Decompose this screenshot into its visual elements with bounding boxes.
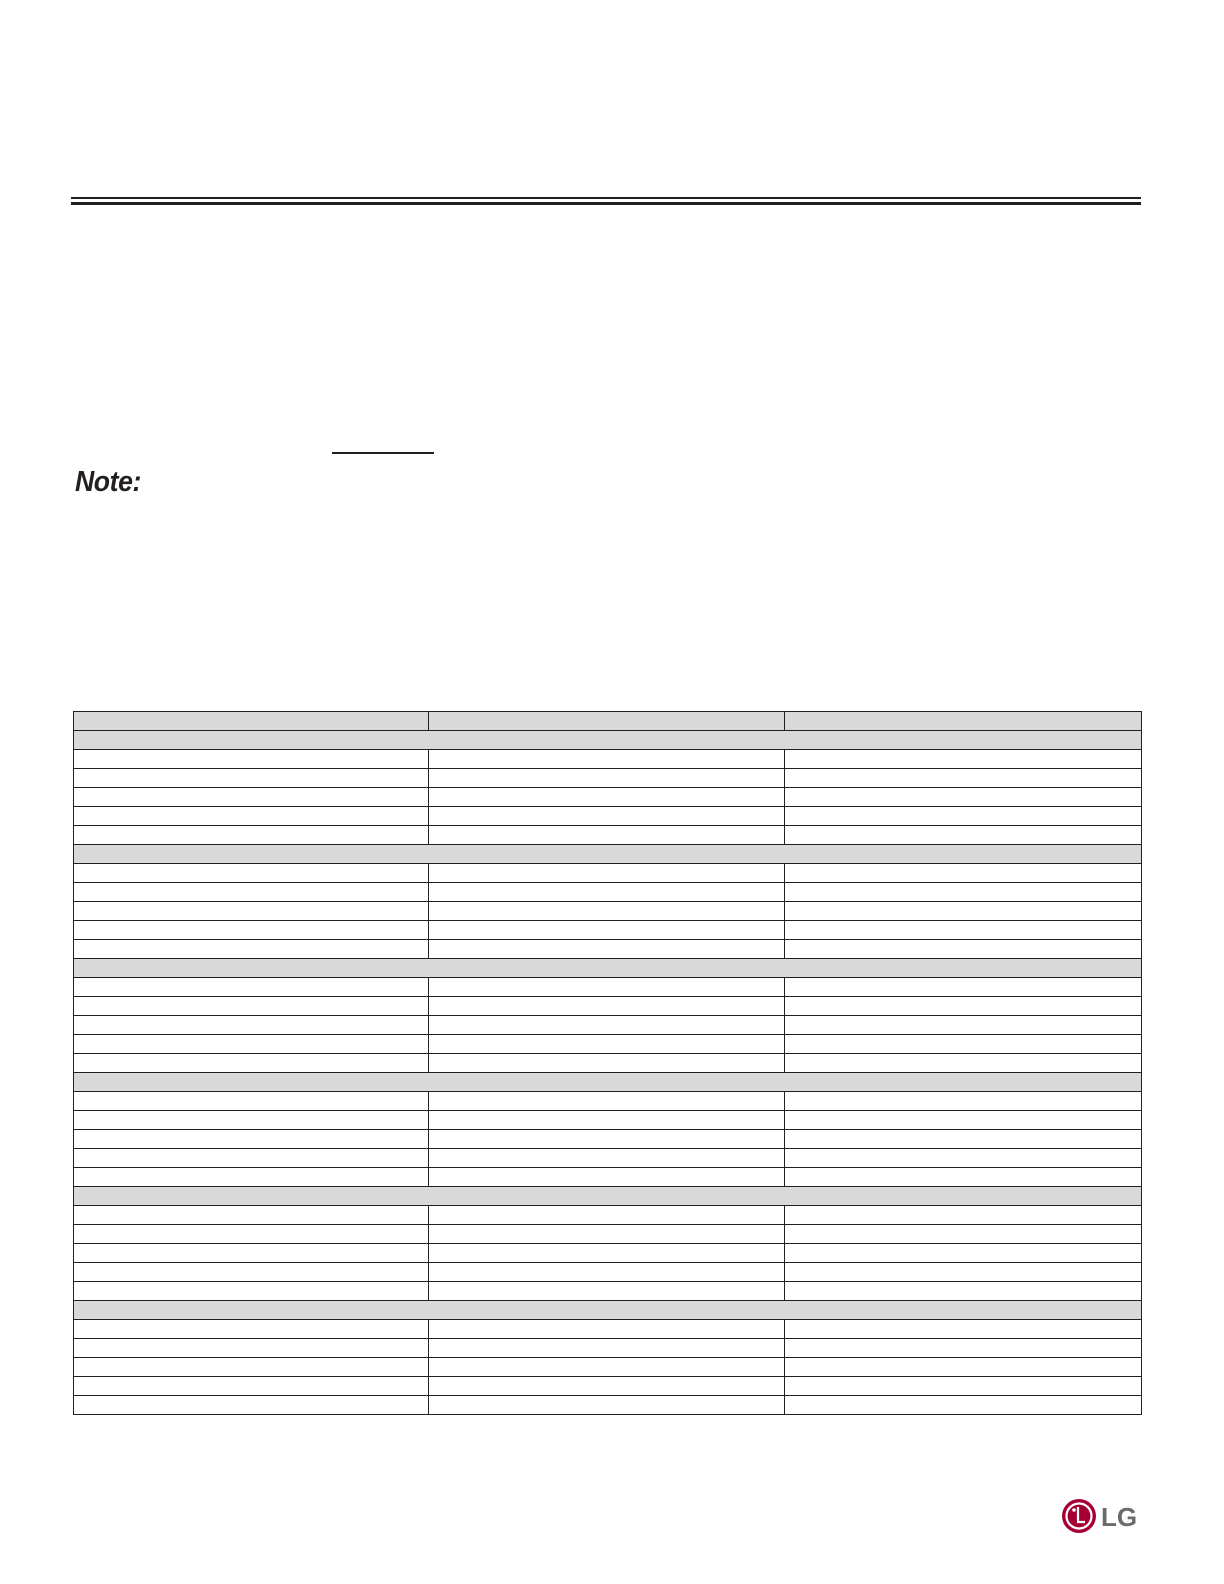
table-cell: [74, 1244, 429, 1263]
table-cell: [785, 978, 1142, 997]
table-row: [74, 1130, 1142, 1149]
table-cell: [429, 750, 785, 769]
table-section-cell: [74, 731, 1142, 750]
table-cell: [429, 940, 785, 959]
table-cell: [429, 902, 785, 921]
table-section-cell: [74, 1187, 1142, 1206]
table-section-cell: [74, 1073, 1142, 1092]
table-row: [74, 1396, 1142, 1415]
table-cell: [785, 750, 1142, 769]
table-cell: [785, 1149, 1142, 1168]
table-cell: [785, 1016, 1142, 1035]
table-section-row: [74, 731, 1142, 750]
table-cell: [74, 921, 429, 940]
table-cell: [429, 1111, 785, 1130]
table-header-cell: [429, 712, 785, 731]
table-row: [74, 1282, 1142, 1301]
table-row: [74, 902, 1142, 921]
table-cell: [429, 1130, 785, 1149]
table-cell: [74, 997, 429, 1016]
table-cell: [785, 1111, 1142, 1130]
table-row: [74, 1168, 1142, 1187]
table-row: [74, 1244, 1142, 1263]
table-cell: [429, 1358, 785, 1377]
table-cell: [429, 1377, 785, 1396]
underline-mark: [332, 452, 434, 454]
table-cell: [429, 1263, 785, 1282]
table-cell: [74, 788, 429, 807]
table-cell: [74, 1282, 429, 1301]
table-section-cell: [74, 845, 1142, 864]
table-row: [74, 807, 1142, 826]
table-cell: [429, 1244, 785, 1263]
table-row: [74, 788, 1142, 807]
table-cell: [429, 1206, 785, 1225]
table-cell: [785, 1339, 1142, 1358]
table-row: [74, 750, 1142, 769]
table-cell: [429, 1168, 785, 1187]
table-row: [74, 1092, 1142, 1111]
table-cell: [74, 883, 429, 902]
table-cell: [74, 1035, 429, 1054]
table-cell: [785, 1130, 1142, 1149]
table-cell: [429, 1339, 785, 1358]
table-cell: [785, 1244, 1142, 1263]
table-row: [74, 1149, 1142, 1168]
table-row: [74, 826, 1142, 845]
header-double-rule: [71, 197, 1141, 207]
table-cell: [429, 864, 785, 883]
table-cell: [74, 1092, 429, 1111]
table-cell: [429, 1396, 785, 1415]
table-cell: [74, 940, 429, 959]
table-cell: [429, 997, 785, 1016]
table-cell: [785, 1377, 1142, 1396]
table-cell: [429, 1149, 785, 1168]
table-cell: [429, 1016, 785, 1035]
table-row: [74, 1035, 1142, 1054]
table-section-row: [74, 845, 1142, 864]
table-cell: [74, 1320, 429, 1339]
table-cell: [785, 1320, 1142, 1339]
table-section-row: [74, 1301, 1142, 1320]
table-cell: [785, 921, 1142, 940]
table-cell: [74, 826, 429, 845]
rule-line-top: [71, 197, 1141, 199]
lg-logo: [1061, 1497, 1143, 1535]
table-row: [74, 1111, 1142, 1130]
table-cell: [429, 1035, 785, 1054]
spec-table-body: [74, 712, 1142, 1415]
table-row: [74, 978, 1142, 997]
lg-logo-eye: [1072, 1508, 1076, 1512]
lg-logo-text: LG: [1101, 1502, 1138, 1532]
table-cell: [785, 1035, 1142, 1054]
table-cell: [74, 1396, 429, 1415]
table-header-cell: [785, 712, 1142, 731]
table-cell: [74, 1377, 429, 1396]
table-row: [74, 1339, 1142, 1358]
table-cell: [785, 997, 1142, 1016]
table-cell: [74, 1130, 429, 1149]
table-row: [74, 769, 1142, 788]
table-row: [74, 997, 1142, 1016]
table-cell: [785, 864, 1142, 883]
table-cell: [429, 978, 785, 997]
table-row: [74, 1320, 1142, 1339]
table-cell: [785, 1282, 1142, 1301]
table-cell: [785, 769, 1142, 788]
table-cell: [785, 940, 1142, 959]
table-cell: [785, 902, 1142, 921]
spec-table: [73, 711, 1142, 1415]
note-label: Note:: [75, 466, 141, 498]
table-section-cell: [74, 959, 1142, 978]
table-cell: [785, 1054, 1142, 1073]
table-cell: [74, 1263, 429, 1282]
table-section-row: [74, 959, 1142, 978]
table-cell: [74, 1339, 429, 1358]
table-row: [74, 864, 1142, 883]
table-cell: [785, 1358, 1142, 1377]
table-cell: [429, 1320, 785, 1339]
table-cell: [74, 1225, 429, 1244]
table-cell: [785, 1206, 1142, 1225]
table-cell: [429, 921, 785, 940]
table-row: [74, 1016, 1142, 1035]
table-cell: [785, 1092, 1142, 1111]
table-section-row: [74, 1187, 1142, 1206]
table-row: [74, 1225, 1142, 1244]
table-row: [74, 1263, 1142, 1282]
table-cell: [785, 883, 1142, 902]
table-header-row: [74, 712, 1142, 731]
table-cell: [429, 1054, 785, 1073]
table-cell: [429, 1225, 785, 1244]
table-cell: [74, 1111, 429, 1130]
table-cell: [74, 1016, 429, 1035]
table-header-cell: [74, 712, 429, 731]
table-section-cell: [74, 1301, 1142, 1320]
table-cell: [74, 769, 429, 788]
rule-line-bottom: [71, 202, 1141, 205]
table-row: [74, 1206, 1142, 1225]
table-cell: [785, 1225, 1142, 1244]
table-cell: [74, 1168, 429, 1187]
table-row: [74, 921, 1142, 940]
table-cell: [429, 807, 785, 826]
table-cell: [74, 750, 429, 769]
table-cell: [74, 807, 429, 826]
table-cell: [74, 978, 429, 997]
table-row: [74, 883, 1142, 902]
table-row: [74, 1358, 1142, 1377]
table-cell: [74, 902, 429, 921]
table-cell: [429, 826, 785, 845]
table-cell: [785, 1263, 1142, 1282]
table-cell: [429, 1282, 785, 1301]
table-cell: [74, 1206, 429, 1225]
table-row: [74, 940, 1142, 959]
table-cell: [429, 883, 785, 902]
table-cell: [785, 826, 1142, 845]
table-cell: [785, 807, 1142, 826]
table-cell: [74, 1054, 429, 1073]
table-cell: [74, 864, 429, 883]
table-cell: [429, 788, 785, 807]
table-cell: [785, 1396, 1142, 1415]
table-cell: [785, 1168, 1142, 1187]
table-cell: [785, 788, 1142, 807]
table-section-row: [74, 1073, 1142, 1092]
table-cell: [429, 769, 785, 788]
table-cell: [429, 1092, 785, 1111]
table-row: [74, 1054, 1142, 1073]
table-cell: [74, 1358, 429, 1377]
table-cell: [74, 1149, 429, 1168]
table-row: [74, 1377, 1142, 1396]
